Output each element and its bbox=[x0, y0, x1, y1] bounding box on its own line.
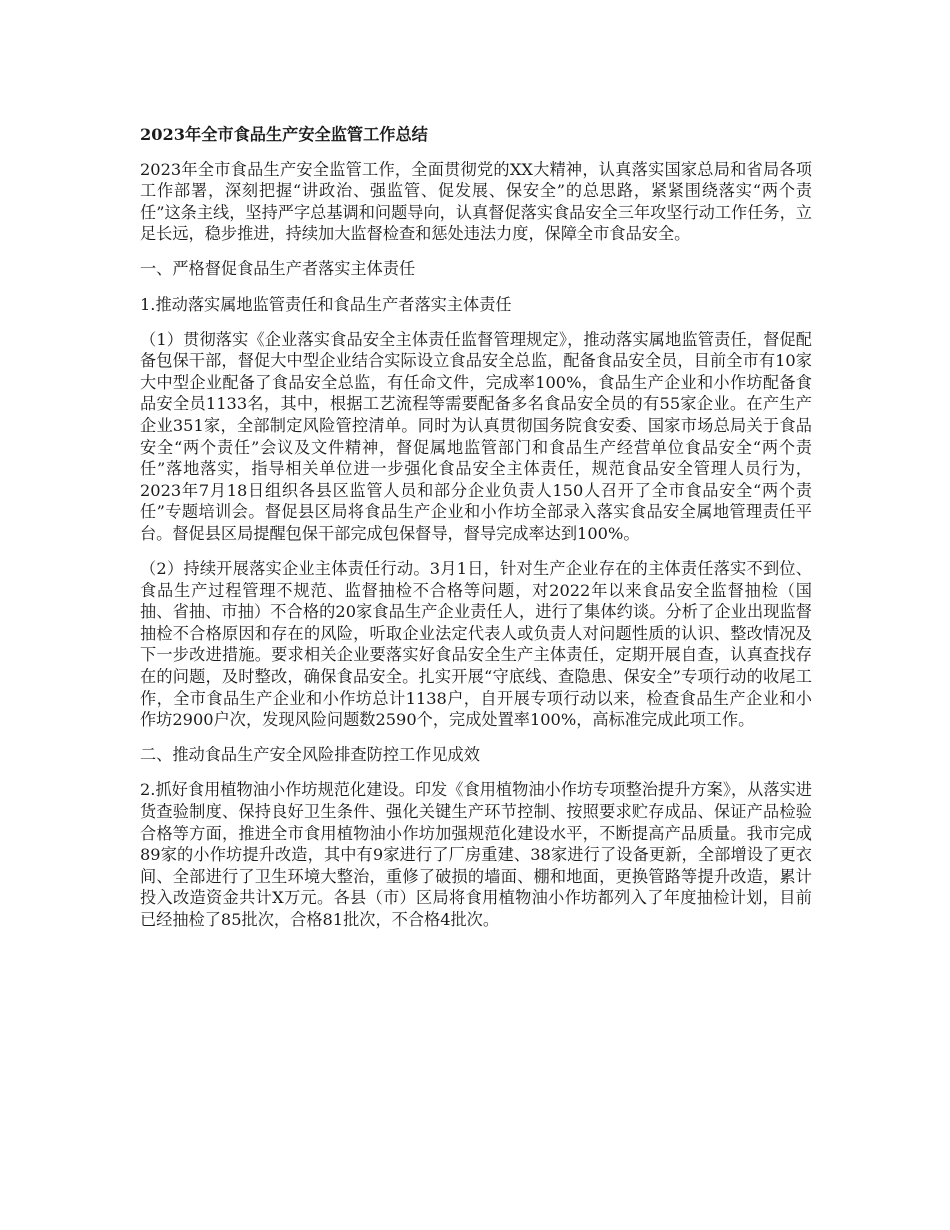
document-page bbox=[140, 124, 812, 944]
paragraph-2-1: 2.抓好食用植物油小作坊规范化建设。印发《食用植物油小作坊专项整治提升方案》，从落实进货查验制度、保持良好卫生条件、强化关键生产环节控制、按照要求贮存成品、保证产品检验合格等方面，推进全市食用植物油小作坊加强规范化建设水平，不断提高产品质量。我市完成89家的小作坊提升改造，其中有9家进行了厂房重建、38家进行了设备更新，全部增设了更衣间、全部进行了卫生环境大整治，重修了破损的墙面、棚和地面，更换管路等提升改造，累计投入改造资金共计X万元。各县（市）区局将食用植物油小作坊都列入了年度抽检计划，目前已经抽检了85批次，合格81批次，不合格4批次。 bbox=[140, 780, 812, 929]
intro-paragraph: 2023年全市食品生产安全监管工作，全面贯彻党的XX大精神，认真落实国家总局和省局各项工作部署，深刻把握“讲政治、强监管、促发展、保安全”的总思路，紧紧围绕落实“两个责任”这条主线，坚持严字总基调和问题导向，认真督促落实食品安全三年攻坚行动工作任务，立足长远，稳步推进，持续加大监督检查和惩处违法力度，保障全市食品安全。 bbox=[140, 159, 812, 244]
section-1-heading: 一、严格督促食品生产者落实主体责任 bbox=[140, 259, 416, 279]
section-1-subheading: 1.推动落实属地监管责任和食品生产者落实主体责任 bbox=[140, 294, 512, 314]
paragraph-1-2: （2）持续开展落实企业主体责任行动。3月1日，针对生产企业存在的主体责任落实不到位、食品生产过程管理不规范、监督抽检不合格等问题，对2022年以来食品安全监督抽检（国抽、省抽、市抽）不合格的20家食品生产企业责任人，进行了集体约谈。分析了企业出现监督抽检不合格原因和存在的风险，听取企业法定代表人或负责人对问题性质的认识、整改情况及下一步改进措施。要求相关企业要落实好食品安全生产主体责任，定期开展自查，认真查找存在的问题，及时整改，确保食品安全。扎实开展“守底线、查隐患、保安全”专项行动的收尾工作，全市食品生产企业和小作坊总计1138户，自开展专项行动以来，检查食品生产企业和小作坊2900户次，发现风险问题数2590个，完成处置率100%，高标准完成此项工作。 bbox=[140, 559, 812, 730]
section-2-heading: 二、推动食品生产安全风险排查防控工作见成效 bbox=[140, 745, 480, 765]
paragraph-1-1: （1）贯彻落实《企业落实食品安全主体责任监督管理规定》，推动落实属地监管责任，督促配备包保干部，督促大中型企业结合实际设立食品安全总监，配备食品安全员，目前全市有10家大中型企业配备了食品安全总监，有任命文件，完成率100%，食品生产企业和小作坊配备食品安全员1133名，其中，根据工艺流程等需要配备多名食品安全员的有55家企业。在产生产企业351家，全部制定风险管控清单。同时为认真贯彻国务院食安委、国家市场总局关于食品安全“两个责任”会议及文件精神，督促属地监管部门和食品生产经营单位食品安全“两个责任”落地落实，指导相关单位进一步强化食品安全主体责任，规范食品安全管理人员行为，2023年7月18日组织各县区监管人员和部分企业负责人150人召开了全市食品安全“两个责任”专题培训会。督促县区局将食品生产企业和小作坊全部录入落实食品安全属地管理责任平台。督促县区局提醒包保干部完成包保督导，督导完成率达到100%。 bbox=[140, 329, 812, 543]
document-title: 2023年全市食品生产安全监管工作总结 bbox=[140, 125, 428, 144]
